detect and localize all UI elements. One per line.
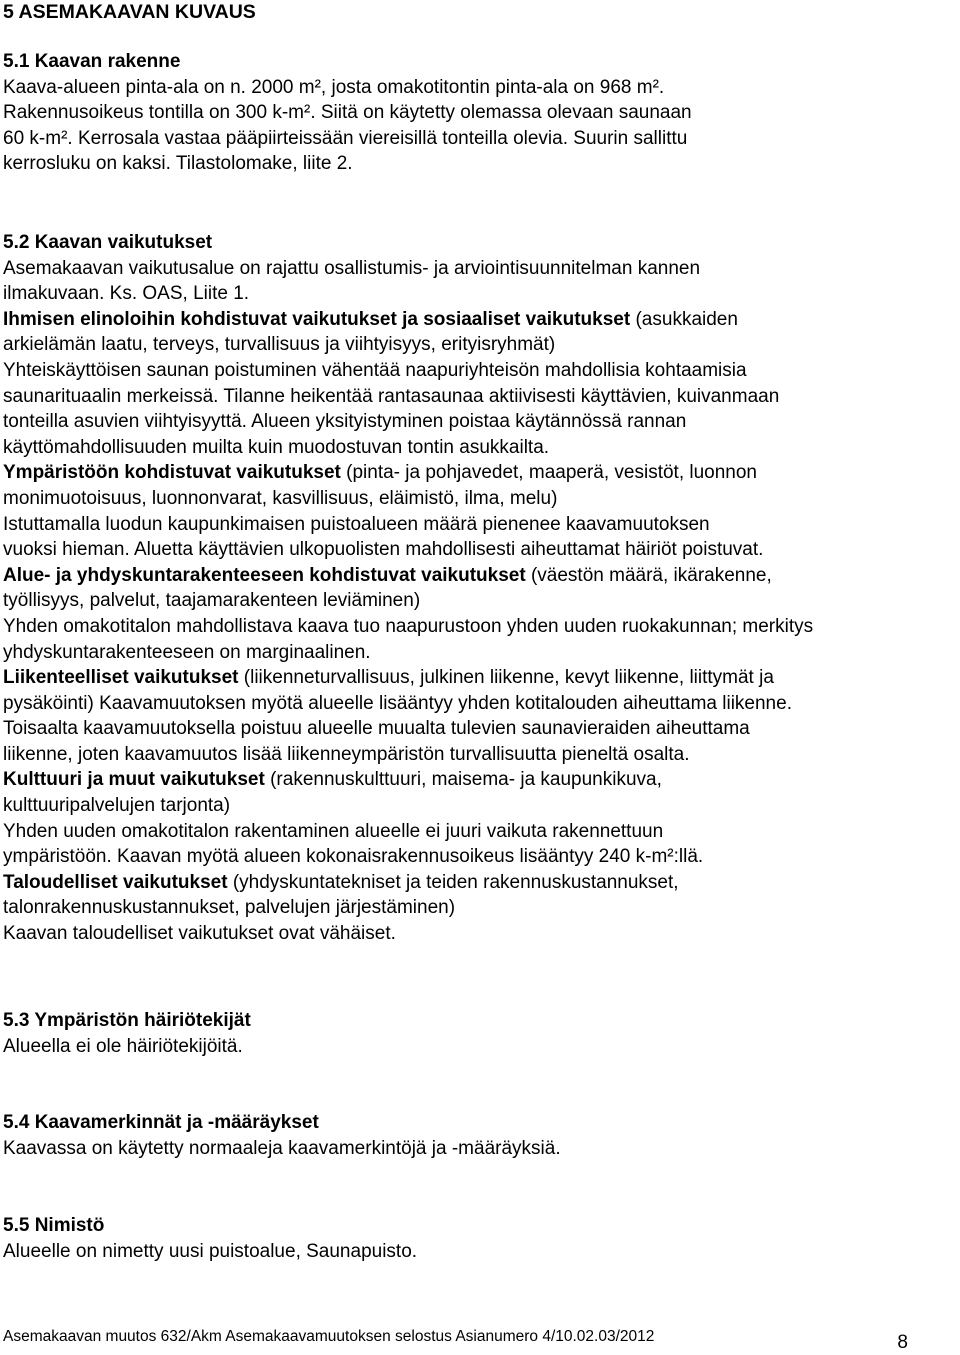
text-line: vuoksi hieman. Aluetta käyttävien ulkopuolisten mahdollisesti aiheuttamat häiriöt poistuvat. bbox=[3, 539, 764, 561]
text-line: kerrosluku on kaksi. Tilastolomake, liite 2. bbox=[3, 153, 353, 175]
paragraph-community-impacts: Alue- ja yhdyskuntarakenteeseen kohdistuvat vaikutukset (väestön määrä, ikärakenne, bbox=[3, 564, 772, 586]
text-line: talonrakennuskustannukset, palvelujen järjestäminen) bbox=[3, 897, 456, 919]
text-line: käyttömahdollisuuden muilta kuin muodostuvan tontin asukkailta. bbox=[3, 436, 550, 458]
text-line: Kaavassa on käytetty normaaleja kaavamerkintöjä ja -määräyksiä. bbox=[3, 1137, 561, 1159]
text-line: kulttuuripalvelujen tarjonta) bbox=[3, 795, 231, 817]
section-5-2 bbox=[3, 230, 958, 947]
text-line: työllisyys, palvelut, taajamarakenteen leviäminen) bbox=[3, 590, 421, 612]
text-line: Alueelle on nimetty uusi puistoalue, Saunapuisto. bbox=[3, 1240, 418, 1262]
section-title: 5.2 Kaavan vaikutukset bbox=[3, 232, 213, 253]
text-line: Rakennusoikeus tontilla on 300 k-m². Siitä on käytetty olemassa olevaan saunaan bbox=[3, 102, 692, 124]
paragraph-human-impacts: Ihmisen elinoloihin kohdistuvat vaikutukset ja sosiaaliset vaikutukset (asukkaiden bbox=[3, 308, 738, 330]
section-5-4 bbox=[3, 1110, 958, 1161]
paragraph-culture-impacts: Kulttuuri ja muut vaikutukset (rakennuskulttuuri, maisema- ja kaupunkikuva, bbox=[3, 769, 662, 791]
text-line: tonteilla asuvien viihtyisyyttä. Alueen yksityistyminen poistaa käytännössä rannan bbox=[3, 411, 687, 433]
text-line: Kaavan taloudelliset vaikutukset ovat vähäiset. bbox=[3, 923, 396, 945]
text-line: saunarituaalin merkeissä. Tilanne heikentää rantasaunaa aktiivisesti käyttävien, kuivanmaan bbox=[3, 385, 780, 407]
page-number: 8 bbox=[897, 1332, 908, 1353]
text-line: pysäköinti) Kaavamuutoksen myötä alueelle lisääntyy yhden kotitalouden aiheuttama liikenne. bbox=[3, 692, 792, 714]
section-heading: 5 ASEMAKAAVAN KUVAUS bbox=[3, 1, 256, 23]
section-5-5 bbox=[3, 1213, 958, 1264]
subheading: Taloudelliset vaikutukset bbox=[3, 871, 228, 893]
subheading: Liikenteelliset vaikutukset bbox=[3, 667, 239, 689]
subheading: Kulttuuri ja muut vaikutukset bbox=[3, 769, 265, 791]
section-5-1 bbox=[3, 49, 958, 177]
section-5-3 bbox=[3, 1008, 958, 1059]
section-title: 5.1 Kaavan rakenne bbox=[3, 51, 181, 72]
text-line: Alueella ei ole häiriötekijöitä. bbox=[3, 1035, 243, 1057]
text-line: liikenne, joten kaavamuutos lisää liikenneympäristön turvallisuutta pieneltä osalta. bbox=[3, 743, 690, 765]
text-line: Yhden omakotitalon mahdollistava kaava tuo naapurustoon yhden uuden ruokakunnan; merkitys bbox=[3, 615, 814, 637]
section-title: 5.4 Kaavamerkinnät ja -määräykset bbox=[3, 1112, 319, 1133]
text-line: 60 k-m². Kerrosala vastaa pääpiirteissään viereisillä tonteilla olevia. Suurin sallittu bbox=[3, 127, 688, 149]
paragraph-economic-impacts: Taloudelliset vaikutukset (yhdyskuntatekniset ja teiden rakennuskustannukset, bbox=[3, 871, 679, 893]
text-line: yhdyskuntarakenteeseen on marginaalinen. bbox=[3, 641, 371, 663]
subheading: Ihmisen elinoloihin kohdistuvat vaikutukset ja sosiaaliset vaikutukset bbox=[3, 308, 631, 330]
text-line: Istuttamalla luodun kaupunkimaisen puistoalueen määrä pienenee kaavamuutoksen bbox=[3, 513, 710, 535]
paragraph-environment-impacts: Ympäristöön kohdistuvat vaikutukset (pinta- ja pohjavedet, maaperä, vesistöt, luonnon bbox=[3, 462, 758, 484]
text-line: Kaava-alueen pinta-ala on n. 2000 m², josta omakotitontin pinta-ala on 968 m². bbox=[3, 76, 665, 98]
text-line: Toisaalta kaavamuutoksella poistuu alueelle muualta tulevien saunavieraiden aiheuttama bbox=[3, 718, 750, 740]
paragraph-traffic-impacts: Liikenteelliset vaikutukset (liikenneturvallisuus, julkinen liikenne, kevyt liikenne, liittymät ja bbox=[3, 667, 774, 689]
text-line: ilmakuvaan. Ks. OAS, Liite 1. bbox=[3, 283, 250, 305]
page-footer: Asemakaavan muutos 632/Akm Asemakaavamuutoksen selostus Asianumero 4/10.02.03/2012 bbox=[3, 1328, 655, 1345]
section-title: 5.5 Nimistö bbox=[3, 1215, 105, 1236]
subheading: Alue- ja yhdyskuntarakenteeseen kohdistuvat vaikutukset bbox=[3, 564, 526, 586]
text-line: monimuotoisuus, luonnonvarat, kasvillisuus, eläimistö, ilma, melu) bbox=[3, 487, 558, 509]
text-line: Yhden uuden omakotitalon rakentaminen alueelle ei juuri vaikuta rakennettuun bbox=[3, 820, 664, 842]
text-line: arkielämän laatu, terveys, turvallisuus ja viihtyisyys, erityisryhmät) bbox=[3, 334, 556, 356]
text-line: ympäristöön. Kaavan myötä alueen kokonaisrakennusoikeus lisääntyy 240 k-m²:llä. bbox=[3, 846, 704, 868]
section-title: 5.3 Ympäristön häiriötekijät bbox=[3, 1010, 251, 1031]
text-line: Yhteiskäyttöisen saunan poistuminen vähentää naapuriyhteisön mahdollisia kohtaamisia bbox=[3, 359, 747, 381]
subheading: Ympäristöön kohdistuvat vaikutukset bbox=[3, 462, 341, 484]
text-line: Asemakaavan vaikutusalue on rajattu osallistumis- ja arviointisuunnitelman kannen bbox=[3, 257, 701, 279]
